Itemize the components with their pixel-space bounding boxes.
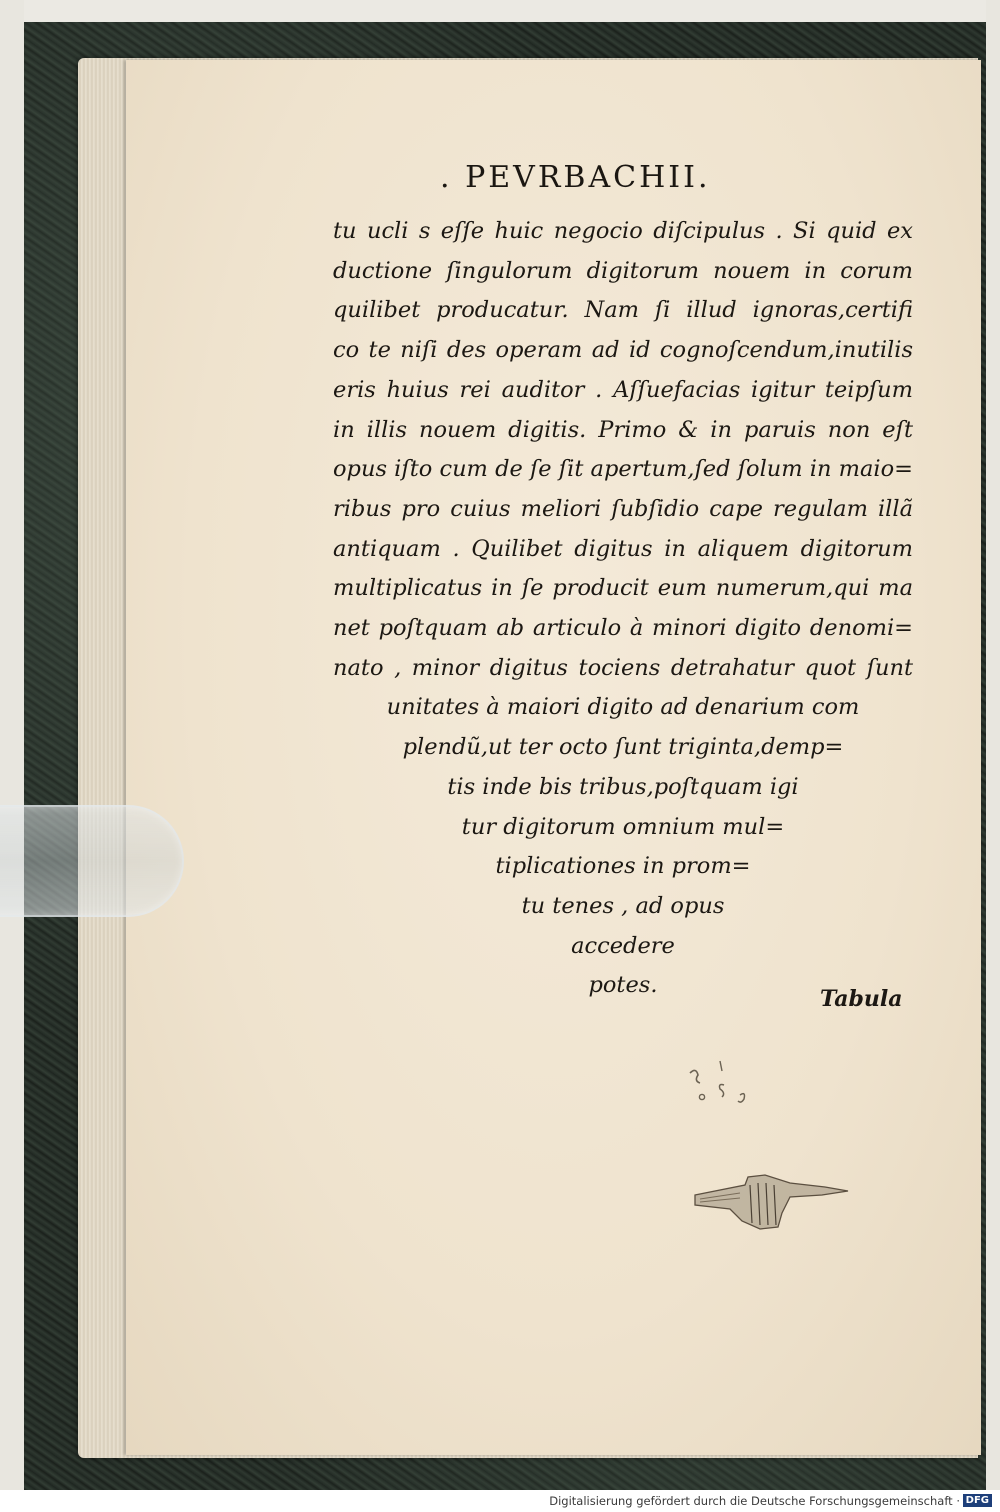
text-line: quilibet producatur. Nam ſi illud ignoras,certifi [333, 297, 913, 324]
running-head: . PEVRBACHII. [440, 160, 711, 195]
translucent-page-clip [0, 805, 184, 917]
text-line: in illis nouem digitis. Primo & in paruis non eſt [333, 416, 913, 443]
taper-line: potes. [588, 972, 658, 999]
taper-line: tiplicationes in prom= [495, 853, 751, 880]
text-line: net poſtquam ab articulo à minori digito denomi= [333, 615, 913, 642]
text-line: co te niſi des operam ad id cognoſcendum,inutilis [333, 337, 913, 364]
text-line: ductione ſingulorum digitorum nouem in corum [333, 257, 913, 284]
text-line: eris huius rei auditor . Aſſuefacias igitur teipſum [333, 376, 913, 403]
footer-credit: Digitalisierung gefördert durch die Deutsche Forschungsgemeinschaft · [549, 1494, 960, 1508]
text-line: multiplicatus in ſe producit eum numerum,qui ma [333, 575, 913, 602]
manicule-drawing-icon [690, 1165, 855, 1235]
dfg-logo: DFG [963, 1494, 992, 1507]
taper-line: plendũ,ut ter octo ſunt triginta,demp= [402, 734, 844, 761]
taper-line: unitates à maiori digito ad denarium com [386, 694, 860, 721]
catchword: Tabula [820, 986, 903, 1012]
taper-line: tur digitorum omnium mul= [461, 813, 785, 840]
text-line: tu ucli s eſſe huic negocio diſcipulus . Si quid ex [333, 218, 913, 244]
scan-mount-left [0, 0, 24, 1512]
text-line: ribus pro cuius meliori ſubſidio cape regulam illã [333, 495, 913, 522]
taper-line: tu tenes , ad opus [521, 892, 725, 919]
text-line: antiquam . Quilibet digitus in aliquem digitorum [333, 535, 913, 562]
scan-mount-top [0, 0, 1000, 22]
taper-line: tis inde bis tribus,poſtquam igi [447, 773, 799, 800]
body-text [333, 212, 913, 1006]
text-line: opus iſto cum de ſe ſit apertum,ſed ſolum in maio= [333, 456, 913, 483]
pencil-marks-icon [680, 1055, 780, 1115]
taper-line: accedere [571, 932, 675, 959]
scan-mount-right [986, 0, 1000, 1512]
text-line: nato , minor digitus tociens detrahatur quot ſunt [333, 654, 913, 681]
